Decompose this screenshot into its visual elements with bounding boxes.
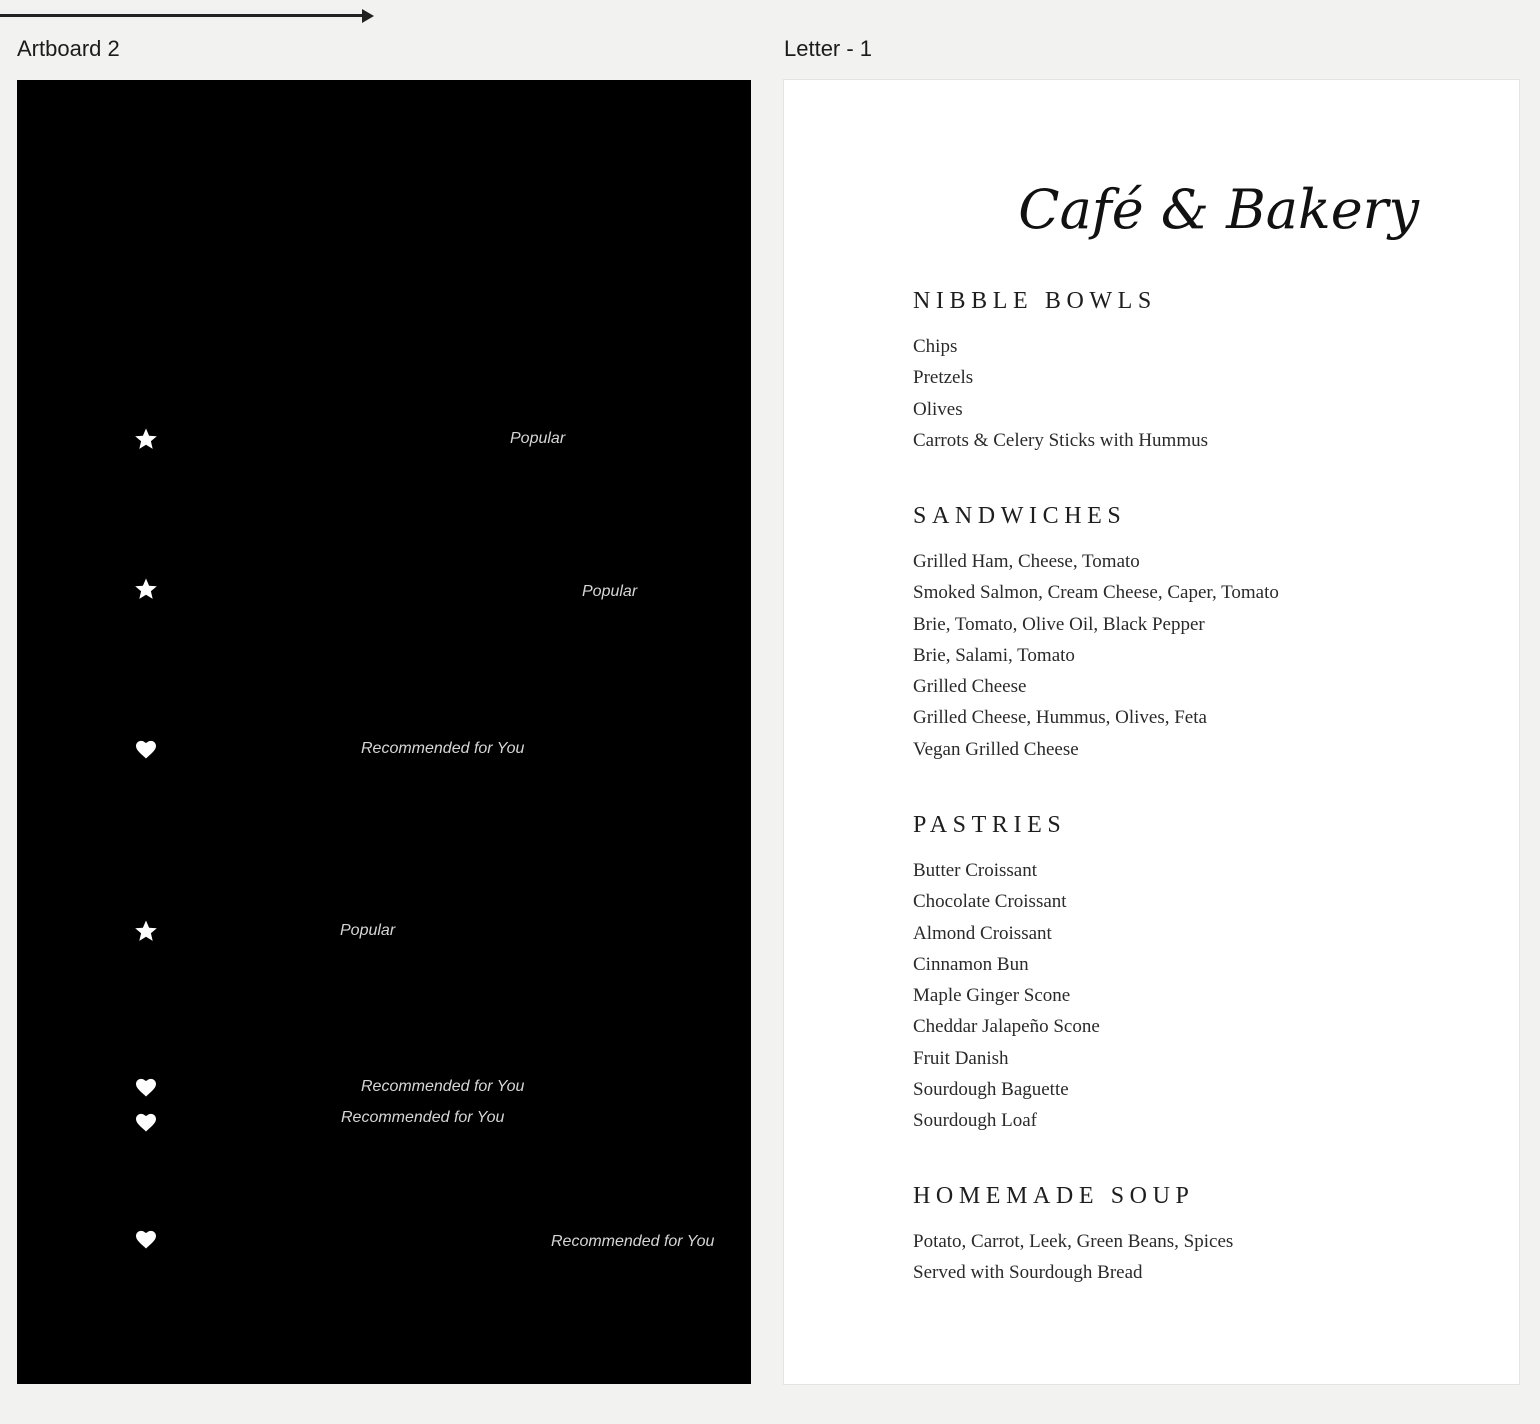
artboard-label-letter-1[interactable]: Letter - 1 bbox=[784, 36, 873, 61]
menu-item[interactable]: Brie, Salami, Tomato bbox=[913, 644, 1075, 666]
menu-item[interactable]: Olives bbox=[913, 398, 963, 420]
section-heading[interactable]: NIBBLE BOWLS bbox=[913, 288, 1157, 314]
menu-item[interactable]: Cinnamon Bun bbox=[913, 953, 1029, 975]
menu-item[interactable]: Sourdough Baguette bbox=[913, 1079, 1069, 1101]
arrow-right-icon bbox=[362, 9, 374, 23]
star-icon[interactable] bbox=[134, 577, 158, 601]
menu-item[interactable]: Sourdough Loaf bbox=[913, 1110, 1038, 1132]
menu-item[interactable]: Chips bbox=[913, 336, 958, 357]
menu-title[interactable]: Café & Bakery bbox=[1018, 178, 1419, 241]
menu-item[interactable]: Served with Sourdough Bread bbox=[913, 1262, 1143, 1284]
menu-section-nibble-bowls bbox=[913, 287, 1208, 456]
star-icon[interactable] bbox=[134, 427, 158, 451]
heart-icon[interactable] bbox=[134, 1075, 158, 1099]
menu-item[interactable]: Fruit Danish bbox=[913, 1047, 1009, 1069]
menu-item[interactable]: Cheddar Jalapeño Scone bbox=[913, 1016, 1100, 1038]
artboard-letter-1[interactable] bbox=[784, 80, 1519, 1384]
menu-item[interactable]: Grilled Ham, Cheese, Tomato bbox=[913, 551, 1140, 572]
section-heading[interactable]: HOMEMADE SOUP bbox=[913, 1183, 1195, 1209]
menu-item[interactable]: Grilled Cheese bbox=[913, 676, 1027, 698]
menu-item[interactable]: Grilled Cheese, Hummus, Olives, Feta bbox=[913, 707, 1207, 729]
heart-icon[interactable] bbox=[134, 1227, 158, 1251]
menu-item[interactable]: Vegan Grilled Cheese bbox=[913, 738, 1079, 760]
section-heading[interactable]: SANDWICHES bbox=[913, 503, 1127, 529]
section-heading[interactable]: PASTRIES bbox=[913, 812, 1067, 838]
star-icon[interactable] bbox=[134, 919, 158, 943]
menu-item[interactable]: Potato, Carrot, Leek, Green Beans, Spices bbox=[913, 1231, 1234, 1252]
menu-item[interactable]: Smoked Salmon, Cream Cheese, Caper, Tomato bbox=[913, 582, 1279, 604]
prototype-connector-line[interactable] bbox=[0, 14, 364, 17]
recommended-label[interactable]: Recommended for You bbox=[341, 1109, 505, 1126]
menu-item[interactable]: Carrots & Celery Sticks with Hummus bbox=[913, 429, 1209, 451]
menu-item[interactable]: Brie, Tomato, Olive Oil, Black Pepper bbox=[913, 613, 1205, 635]
menu-item[interactable]: Pretzels bbox=[913, 367, 974, 389]
popular-label[interactable]: Popular bbox=[510, 430, 566, 447]
heart-icon[interactable] bbox=[134, 1110, 158, 1134]
artboard-label-artboard-2[interactable]: Artboard 2 bbox=[17, 36, 120, 61]
artboard-2[interactable] bbox=[17, 80, 751, 1384]
popular-label[interactable]: Popular bbox=[340, 922, 396, 939]
recommended-label[interactable]: Recommended for You bbox=[551, 1233, 715, 1250]
menu-section-sandwiches bbox=[913, 502, 1279, 765]
recommended-label[interactable]: Recommended for You bbox=[361, 740, 525, 757]
menu-item[interactable]: Almond Croissant bbox=[913, 922, 1052, 944]
menu-item[interactable]: Maple Ginger Scone bbox=[913, 985, 1071, 1007]
popular-label[interactable]: Popular bbox=[582, 583, 638, 600]
menu-item[interactable]: Chocolate Croissant bbox=[913, 891, 1067, 913]
menu-section-homemade-soup bbox=[913, 1182, 1233, 1289]
menu-item[interactable]: Butter Croissant bbox=[913, 860, 1038, 881]
recommended-label[interactable]: Recommended for You bbox=[361, 1078, 525, 1095]
heart-icon[interactable] bbox=[134, 737, 158, 761]
menu-section-pastries bbox=[913, 811, 1100, 1137]
